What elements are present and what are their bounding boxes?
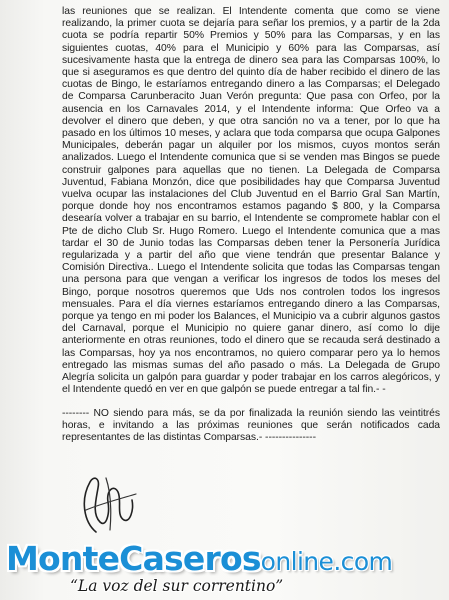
document-paragraph-main: las reuniones que se realizan. El Intendente comenta que como se viene realizando, la primer cuota se dejaría para señar los premios, y a partir de la 2da cuota se podría repartir 50% Premios y 50% para las Comparsas, y en las siguientes cuotas, 40% para el Municipio y 60% para las Comparsas, así sucesivamente hasta que la entrega de dinero sea para las Comparsas 100%, lo que si aseguramos es que dentro del quinto día de haber recibido el dinero de las cuotas de Bingo, le estaríamos entregando dinero a las Comparsas; el Delegado de Comparsa Carunberacito Juan Verón pregunta: Que pasa con Orfeo, por la ausencia en los Carnavales 2014, y el Intendente informa: Que Orfeo va a devolver el dinero que deben, y que otra sanción no va a tener, por lo que ha pasado en los últimos 10 meses, y aclara que toda comparsa que ocupa Galpones Municipales, deberán pagar un alquiler por los mismos, cuyos montos serán analizados. Luego el Intendente comunica que si se venden mas Bingos se puede construir galpones para aquellas que no tienen. La Delegada de Comparsa Juventud, Fabiana Monzón, dice que posibilidades hay que Comparsa Juventud vuelva ocupar las instalaciones del Club Juventud en el Barrio Gral San Martín, porque donde hoy nos encontramos estamos pagando $ 800, y la Comparsa desearía volver a trabajar en su barrio, el Intendente se compromete hablar con el Pte de dicho Club Sr. Hugo Romero. Luego el Intendente comunica que a mas tardar el 30 de Junio todas las Comparsas deben tener la Personería Jurídica regularizada y a partir del año que viene tendrán que presentar Balance y Comisión Directiva.. Luego el Intendente solicita que todas las Comparsas tengan una persona para que vengan a verificar los ingresos de todos los meses del Bingo, porque nosotros queremos que Uds nos controlen todos los ingresos mensuales. Para el día viernes estaríamos entregando dinero a las Comparsas, porque ya tengo en mi poder los Balances, el Municipio va a cubrir algunos gastos del Carnaval, porque el Municipio no quiere ganar dinero, así como lo dije anteriormente en otras reuniones, todo el dinero que se recauda será destinado a las Comparsas, hoy ya nos encontramos, no quiero comparar pero ya lo hemos entregado las mismas sumas del año pasado o más. La Delegada de Grupo Alegría solicita un galpón para guardar y poder trabajar en los carros alegóricos, y el Intendente quedó en ver en que galpón se puede entregar a tal fin.- -	[62, 6, 440, 396]
handwritten-signature	[66, 470, 146, 540]
brand-tagline: “La voz del sur correntino”	[70, 577, 284, 595]
brand-name: MonteCaseros	[6, 539, 261, 578]
site-watermark-banner	[0, 538, 449, 600]
document-paragraph-closing: -------- NO siendo para más, se da por finalizada la reunión siendo las veintitrés horas, e invitando a las próximas reuniones que serán notificados cada representantes de las distintas Comparsas.- ---------------	[62, 407, 440, 443]
brand-logo	[6, 539, 393, 578]
paragraph-gap	[62, 397, 440, 408]
brand-domain: online.com	[260, 547, 393, 576]
document-body	[62, 6, 440, 444]
